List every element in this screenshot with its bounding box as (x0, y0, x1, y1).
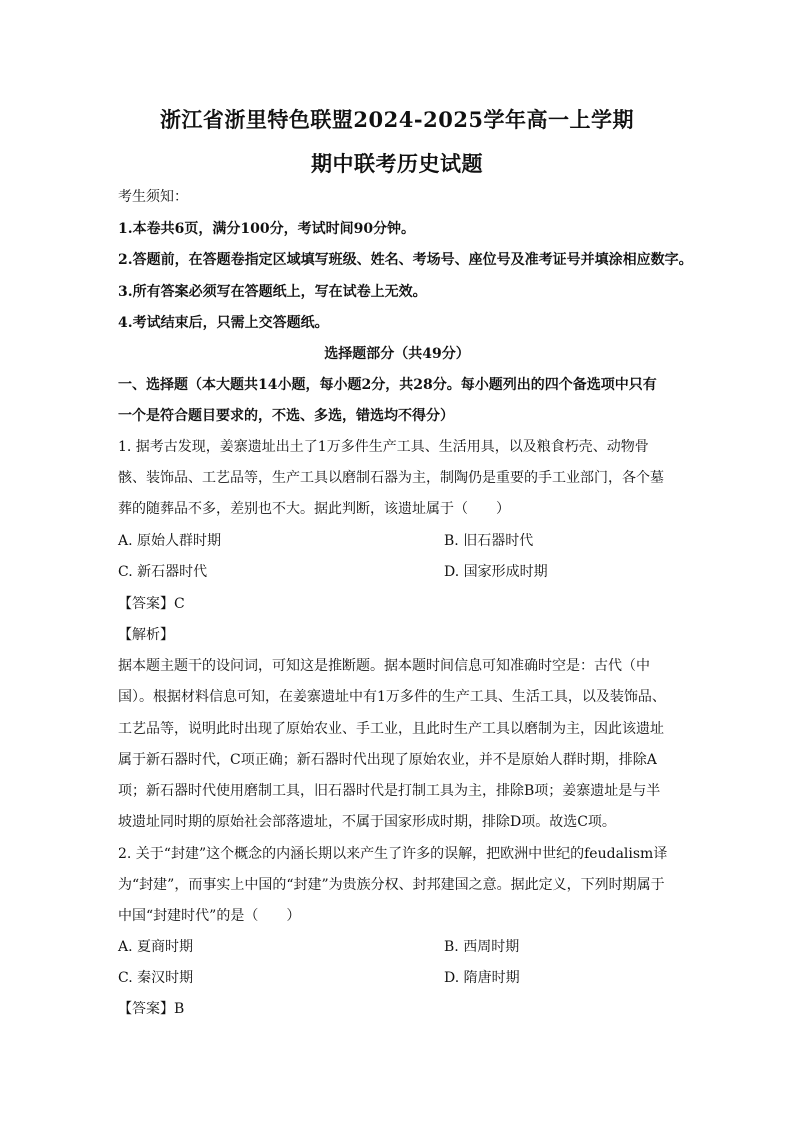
part-heading: 一个是符合题目要求的，不选、多选，错选均不得分） (118, 408, 454, 424)
section-title: 选择题部分（共49分） (324, 346, 470, 362)
notice-item: 2.答题前，在答题卷指定区域填写班级、姓名、考场号、座位号及准考证号并填涂相应数字。 (118, 252, 693, 268)
q1-analysis: 国）。根据材料信息可知，在姜寨遗址中有1万多件的生产工具、生活工具，以及装饰品、 (118, 689, 666, 705)
q1-option-a: A. 原始人群时期 (118, 533, 222, 549)
q2-stem: 中国“封建时代”的是（ ） (118, 908, 301, 924)
q1-option-c: C. 新石器时代 (118, 564, 208, 580)
q1-analysis-label: 【解析】 (118, 627, 174, 643)
q2-stem: 为“封建”，而事实上中国的“封建”为贵族分权、封邦建国之意。据此定义，下列时期属于 (118, 877, 665, 893)
q2-answer: 【答案】B (118, 1001, 185, 1017)
q1-stem: 骸、装饰品、工艺品等，生产工具以磨制石器为主，制陶仍是重要的手工业部门，各个墓 (118, 470, 664, 486)
notice-item: 1.本卷共6页，满分100分，考试时间90分钟。 (118, 221, 416, 237)
notice-heading: 考生须知： (118, 189, 188, 205)
q1-answer: 【答案】C (118, 596, 185, 612)
q1-analysis: 属于新石器时代，C项正确；新石器时代出现了原始农业，并不是原始人群时期，排除A (118, 752, 657, 768)
part-heading: 一、选择题（本大题共14小题，每小题2分，共28分。每小题列出的四个备选项中只有 (118, 377, 657, 393)
exam-title-line2: 期中联考历史试题 (311, 151, 483, 176)
q1-option-d: D. 国家形成时期 (444, 564, 548, 580)
notice-item: 3.所有答案必须写在答题纸上，写在试卷上无效。 (118, 284, 427, 300)
q1-analysis: 坡遗址同时期的原始社会部落遗址，不属于国家形成时期，排除D项。故选C项。 (118, 814, 616, 830)
exam-title-line1: 浙江省浙里特色联盟2024-2025学年高一上学期 (159, 107, 635, 132)
notice-item: 4.考试结束后，只需上交答题纸。 (118, 315, 329, 331)
q2-option-a: A. 夏商时期 (118, 939, 194, 955)
q1-analysis: 工艺品等，说明此时出现了原始农业、手工业，且此时生产工具以磨制为主，因此该遗址 (118, 721, 664, 737)
q1-analysis: 据本题主题干的设问词，可知这是推断题。据本题时间信息可知准确时空是：古代（中 (118, 658, 650, 674)
q2-option-d: D. 隋唐时期 (444, 970, 520, 986)
q1-option-b: B. 旧石器时代 (444, 533, 534, 549)
q1-stem: 1. 据考古发现，姜寨遗址出土了1万多件生产工具、生活用具，以及粮食朽壳、动物骨 (118, 439, 649, 455)
q1-stem: 葬的随葬品不多，差别也不大。据此判断，该遗址属于（ ） (118, 501, 510, 517)
q2-option-c: C. 秦汉时期 (118, 970, 194, 986)
q2-option-b: B. 西周时期 (444, 939, 520, 955)
q2-stem: 2. 关于“封建”这个概念的内涵长期以来产生了许多的误解，把欧洲中世纪的feudalism译 (118, 846, 668, 862)
q1-analysis: 项；新石器时代使用磨制工具，旧石器时代是打制工具为主，排除B项；姜寨遗址是与半 (118, 783, 661, 799)
